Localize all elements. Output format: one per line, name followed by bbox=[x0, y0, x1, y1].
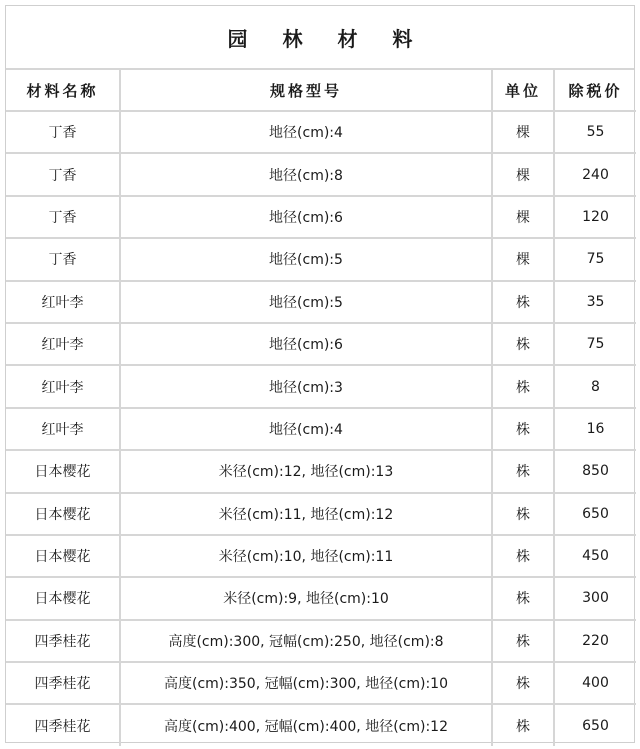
cell-material-name: 红叶李 bbox=[6, 365, 120, 407]
header-specification: 规格型号 bbox=[120, 70, 492, 111]
cell-specification: 米径(cm):10, 地径(cm):11 bbox=[120, 535, 492, 577]
cell-material-name: 红叶李 bbox=[6, 281, 120, 323]
cell-unit: 株 bbox=[492, 408, 554, 450]
cell-specification: 地径(cm):6 bbox=[120, 323, 492, 365]
table-row bbox=[6, 111, 636, 153]
cell-unit: 株 bbox=[492, 577, 554, 619]
cell-unit: 棵 bbox=[492, 196, 554, 238]
table-row bbox=[6, 238, 636, 280]
table-title: 园 林 材 料 bbox=[227, 26, 427, 51]
cell-material-name: 日本樱花 bbox=[6, 450, 120, 492]
cell-specification: 地径(cm):4 bbox=[120, 408, 492, 450]
cell-price: 120 bbox=[554, 196, 636, 238]
cell-specification: 高度(cm):400, 冠幅(cm):400, 地径(cm):12 bbox=[120, 704, 492, 745]
cell-price: 400 bbox=[554, 662, 636, 704]
price-table-sheet bbox=[5, 5, 635, 743]
table-row bbox=[6, 196, 636, 238]
table-row bbox=[6, 493, 636, 535]
table-row bbox=[6, 704, 636, 745]
cell-material-name: 丁香 bbox=[6, 238, 120, 280]
table-row bbox=[6, 577, 636, 619]
cell-material-name: 四季桂花 bbox=[6, 662, 120, 704]
header-row bbox=[6, 70, 636, 111]
cell-material-name: 丁香 bbox=[6, 111, 120, 153]
cell-unit: 棵 bbox=[492, 153, 554, 195]
cell-material-name: 红叶李 bbox=[6, 323, 120, 365]
cell-specification: 米径(cm):9, 地径(cm):10 bbox=[120, 577, 492, 619]
cell-specification: 地径(cm):5 bbox=[120, 238, 492, 280]
cell-material-name: 丁香 bbox=[6, 196, 120, 238]
cell-material-name: 丁香 bbox=[6, 153, 120, 195]
cell-unit: 株 bbox=[492, 535, 554, 577]
cell-specification: 米径(cm):12, 地径(cm):13 bbox=[120, 450, 492, 492]
cell-material-name: 日本樱花 bbox=[6, 535, 120, 577]
cell-specification: 地径(cm):8 bbox=[120, 153, 492, 195]
cell-price: 300 bbox=[554, 577, 636, 619]
table-row bbox=[6, 281, 636, 323]
cell-price: 16 bbox=[554, 408, 636, 450]
cell-material-name: 日本樱花 bbox=[6, 493, 120, 535]
cell-material-name: 日本樱花 bbox=[6, 577, 120, 619]
cell-unit: 株 bbox=[492, 620, 554, 662]
cell-price: 850 bbox=[554, 450, 636, 492]
cell-price: 240 bbox=[554, 153, 636, 195]
cell-specification: 地径(cm):5 bbox=[120, 281, 492, 323]
table-row bbox=[6, 408, 636, 450]
cell-price: 650 bbox=[582, 717, 609, 734]
cell-unit: 株 bbox=[492, 704, 554, 745]
table-row bbox=[6, 662, 636, 704]
cell-unit: 棵 bbox=[492, 238, 554, 280]
cell-unit: 株 bbox=[492, 493, 554, 535]
cell-unit: 棵 bbox=[492, 111, 554, 153]
cell-price: 75 bbox=[554, 238, 636, 280]
cell-material-name: 红叶李 bbox=[6, 408, 120, 450]
table-row bbox=[6, 365, 636, 407]
table-row bbox=[6, 323, 636, 365]
cell-material-name: 四季桂花 bbox=[6, 620, 120, 662]
cell-unit: 株 bbox=[492, 450, 554, 492]
cell-price: 8 bbox=[554, 365, 636, 407]
table-row bbox=[6, 153, 636, 195]
header-unit: 单位 bbox=[492, 70, 554, 111]
cell-price: 75 bbox=[554, 323, 636, 365]
cell-price: 450 bbox=[554, 535, 636, 577]
cell-unit: 株 bbox=[492, 323, 554, 365]
cell-material-name: 四季桂花 bbox=[6, 704, 120, 745]
cell-unit: 株 bbox=[492, 281, 554, 323]
table-row bbox=[6, 620, 636, 662]
title-row bbox=[6, 6, 634, 70]
cell-specification: 地径(cm):3 bbox=[120, 365, 492, 407]
cell-specification: 高度(cm):300, 冠幅(cm):250, 地径(cm):8 bbox=[120, 620, 492, 662]
table-row bbox=[6, 450, 636, 492]
table-row bbox=[6, 535, 636, 577]
cell-specification: 地径(cm):6 bbox=[120, 196, 492, 238]
cell-price: 55 bbox=[554, 111, 636, 153]
header-material-name: 材料名称 bbox=[6, 70, 120, 111]
cell-specification: 地径(cm):4 bbox=[120, 111, 492, 153]
cell-price: 220 bbox=[554, 620, 636, 662]
materials-table bbox=[6, 70, 636, 746]
cell-specification: 高度(cm):350, 冠幅(cm):300, 地径(cm):10 bbox=[120, 662, 492, 704]
header-price-excl-tax: 除税价 bbox=[554, 70, 636, 111]
cell-price: 650 bbox=[554, 493, 636, 535]
cell-specification: 米径(cm):11, 地径(cm):12 bbox=[120, 493, 492, 535]
cell-unit: 株 bbox=[492, 662, 554, 704]
cell-price: 35 bbox=[554, 281, 636, 323]
cell-unit: 株 bbox=[492, 365, 554, 407]
